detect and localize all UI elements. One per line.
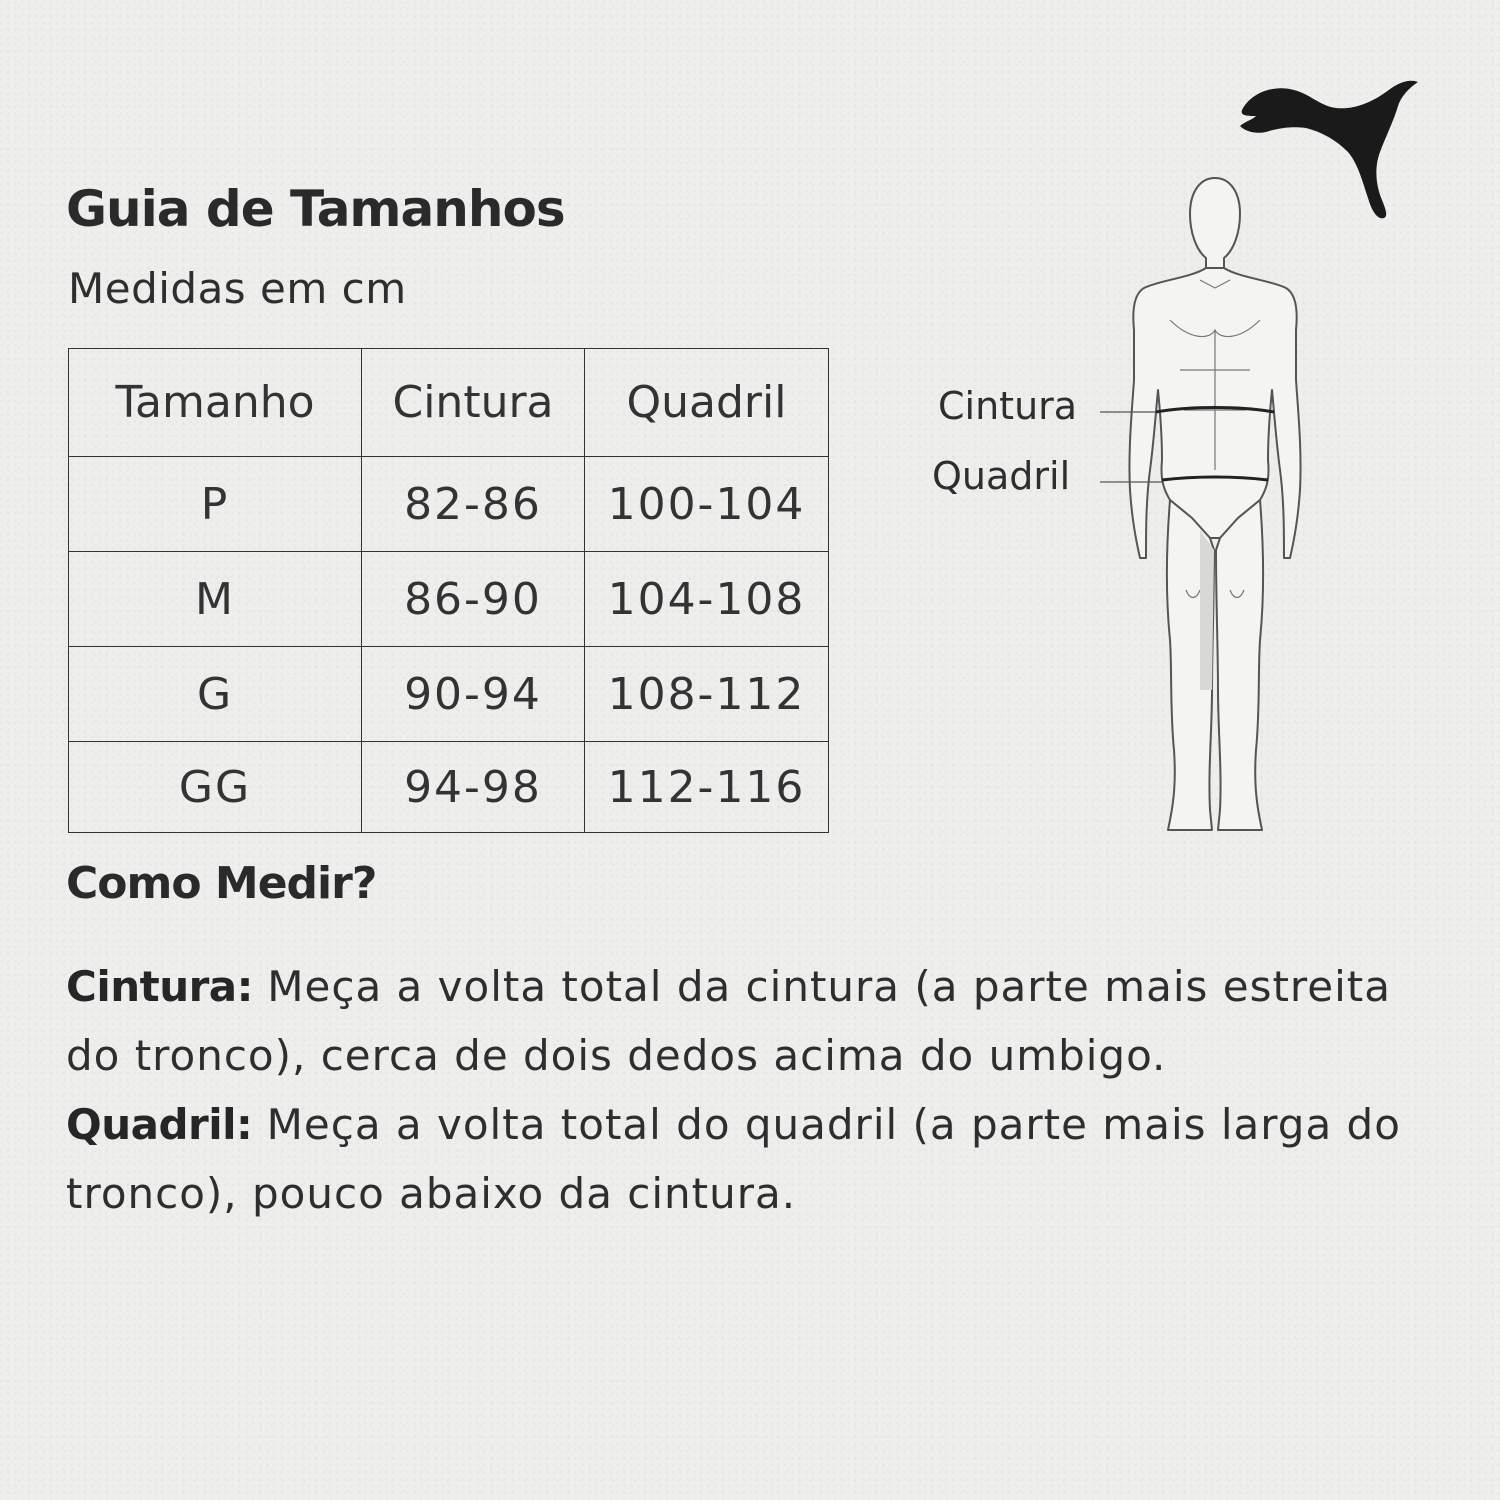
cell-waist: 90-94 bbox=[362, 647, 585, 742]
table-header-row bbox=[69, 349, 829, 457]
header-size: Tamanho bbox=[69, 349, 362, 457]
hip-term: Quadril: bbox=[66, 1100, 253, 1149]
hip-text: Meça a volta total do quadril (a parte mais larga do tronco), pouco abaixo da cintura. bbox=[66, 1100, 1401, 1218]
cell-size: P bbox=[69, 457, 362, 552]
waist-text: Meça a volta total da cintura (a parte mais estreita do tronco), cerca de dois dedos acima do umbigo. bbox=[66, 962, 1391, 1080]
cell-hip: 112-116 bbox=[585, 742, 829, 833]
page-subtitle: Medidas em cm bbox=[68, 264, 407, 313]
size-table bbox=[68, 348, 829, 833]
cell-hip: 104-108 bbox=[585, 552, 829, 647]
header-hip: Quadril bbox=[585, 349, 829, 457]
cell-waist: 86-90 bbox=[362, 552, 585, 647]
page-title: Guia de Tamanhos bbox=[66, 180, 565, 238]
body-figure-illustration bbox=[1100, 170, 1330, 844]
cell-size: G bbox=[69, 647, 362, 742]
measure-instructions bbox=[66, 952, 1446, 1228]
waist-term: Cintura: bbox=[66, 962, 253, 1011]
cell-size: GG bbox=[69, 742, 362, 833]
table-row bbox=[69, 552, 829, 647]
cell-waist: 94-98 bbox=[362, 742, 585, 833]
table-row bbox=[69, 457, 829, 552]
hip-instruction bbox=[66, 1090, 1446, 1228]
cell-hip: 100-104 bbox=[585, 457, 829, 552]
figure-waist-label: Cintura bbox=[938, 384, 1078, 428]
cell-hip: 108-112 bbox=[585, 647, 829, 742]
waist-instruction bbox=[66, 952, 1446, 1090]
cell-waist: 82-86 bbox=[362, 457, 585, 552]
table-row bbox=[69, 647, 829, 742]
cell-size: M bbox=[69, 552, 362, 647]
table-row bbox=[69, 742, 829, 833]
how-to-measure-title: Como Medir? bbox=[66, 858, 377, 909]
header-waist: Cintura bbox=[362, 349, 585, 457]
figure-hip-label: Quadril bbox=[932, 454, 1071, 498]
